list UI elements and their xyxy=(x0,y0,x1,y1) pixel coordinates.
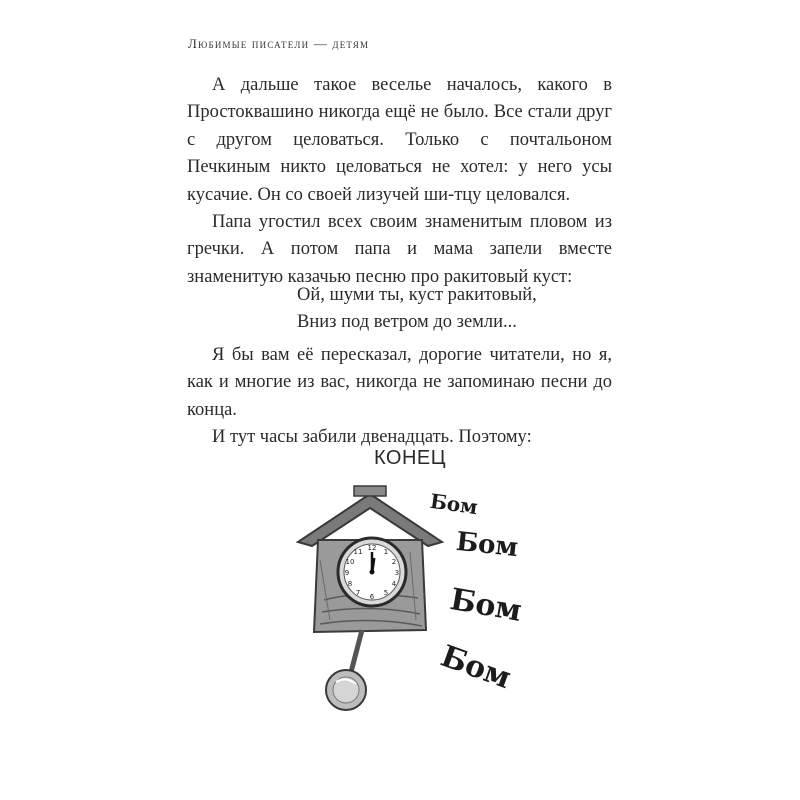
svg-text:4: 4 xyxy=(391,580,397,588)
verse-line-2: Вниз под ветром до земли... xyxy=(297,312,517,333)
svg-text:3: 3 xyxy=(394,569,400,577)
bom-sound-2: Бом xyxy=(454,526,520,564)
bom-sound-3: Бом xyxy=(447,582,525,629)
cuckoo-clock-illustration xyxy=(290,480,530,720)
the-end-heading: КОНЕЦ xyxy=(374,447,447,469)
main-text-top xyxy=(187,72,612,291)
paragraph-4: И тут часы забили двенадцать. Поэтому: xyxy=(212,427,532,448)
song-verse xyxy=(297,282,537,337)
svg-text:7: 7 xyxy=(355,589,361,597)
paragraph-1: А дальше такое веселье началось, какого в Простоквашино никогда ещё не было. Все стали друг с другом целоваться. Только с почтальоном Печкиным никто целоваться не хотел: у него усы кусачие. Он со своей лизучей ши-тцу целовался. xyxy=(187,75,612,205)
paragraph-3: Я бы вам её пересказал, дорогие читатели, но я, как и многие из вас, никогда не запоминаю песни до конца. xyxy=(187,345,612,420)
svg-text:11: 11 xyxy=(353,548,363,556)
running-head: Любимые писатели — детям xyxy=(188,36,370,51)
bom-sound-1: Бом xyxy=(428,488,480,520)
bom-sound-4: Бом xyxy=(436,638,516,697)
svg-text:2: 2 xyxy=(391,558,397,566)
svg-text:12: 12 xyxy=(367,544,377,552)
paragraph-2: Папа угостил всех своим знаменитым пловом из гречки. А потом папа и мама запели вместе знаменитую казачью песню про ракитовый куст: xyxy=(187,212,612,287)
svg-text:8: 8 xyxy=(347,580,353,588)
svg-text:6: 6 xyxy=(369,593,375,601)
svg-text:5: 5 xyxy=(383,589,389,597)
verse-line-1: Ой, шуми ты, куст ракитовый, xyxy=(297,285,537,305)
svg-text:1: 1 xyxy=(383,548,389,556)
svg-text:10: 10 xyxy=(345,558,355,566)
svg-text:9: 9 xyxy=(344,569,350,577)
main-text-bottom xyxy=(187,342,612,452)
